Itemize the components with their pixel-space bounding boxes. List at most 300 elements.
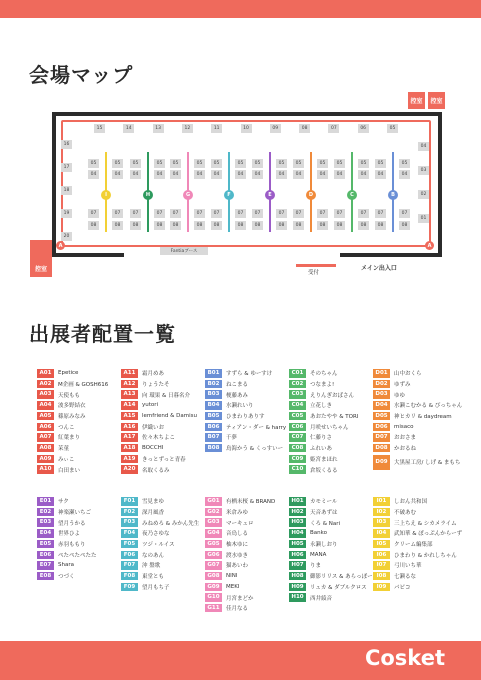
exhibitor-name: つなまよ! (310, 382, 335, 389)
exhibitor-name: 夜乃さゆな (142, 531, 170, 538)
booth-code: H01 (289, 497, 306, 506)
booth-code: A17 (121, 433, 138, 442)
exhibitor-name: 東堂とも (142, 574, 165, 581)
booth-cell: 08 (317, 221, 328, 230)
fantia-booth: Fantiaブース (160, 247, 208, 255)
exhibitor-name: 武知華 & ぽっぷんからーず (394, 531, 463, 538)
exhibitor-row (121, 496, 199, 507)
booth-code: A13 (121, 390, 138, 399)
wall-bottom-right (340, 253, 442, 257)
exhibitor-name: 神ヒカリ & daydream (394, 414, 452, 421)
exhibitor-row (289, 592, 373, 603)
exhibitor-row (37, 528, 97, 539)
booth-cell: 07 (235, 209, 246, 218)
booth-cell: 05 (130, 159, 141, 168)
exhibitor-name: 千夢 (226, 435, 238, 442)
exhibitor-name: 仁藤りさ (310, 435, 333, 442)
waiting-room: 控室 (30, 240, 52, 277)
exhibitor-name: 向 環果 & 日暮名介 (142, 392, 191, 399)
exhibitor-row (121, 421, 197, 432)
exhibitor-name: なのあん (142, 552, 165, 559)
exhibitor-row (37, 539, 97, 550)
booth-cell: 04 (334, 170, 345, 179)
exhibitor-row (37, 368, 108, 379)
row-label: D (306, 190, 316, 200)
exhibitor-row (121, 582, 199, 593)
booth-code: D08 (373, 444, 390, 453)
booth-code: B02 (205, 380, 222, 389)
booth-cell: 07 (194, 209, 205, 218)
exhibitor-row (289, 517, 373, 528)
exhibitor-row (373, 549, 462, 560)
exhibitor-name: 赤羽ももり (58, 542, 86, 549)
reception-label: 受付 (308, 270, 320, 276)
booth-cell: 07 (293, 209, 304, 218)
exhibitor-row (373, 379, 462, 390)
exhibitor-name: 大黒屋工房/ しげ & まもち (394, 460, 461, 466)
exhibitor-name: 水瀬れいり (226, 403, 254, 410)
booth-cell: 07 (88, 209, 99, 218)
exhibitor-row (289, 368, 358, 379)
booth-cell: 04 (276, 170, 287, 179)
booth-code: E08 (37, 572, 54, 581)
exhibitor-row (205, 560, 275, 571)
booth-code: H03 (289, 518, 306, 527)
exhibitor-name: くろ & Nari (310, 520, 341, 527)
exhibitor-name: 渡水ゆき (226, 552, 249, 559)
booth-code: C10 (289, 465, 306, 474)
booth-cell: 07 (130, 209, 141, 218)
booth-code: H06 (289, 551, 306, 560)
exhibitor-row (289, 560, 373, 571)
booth-code: D06 (373, 423, 390, 432)
exhibitor-row (205, 528, 275, 539)
exhibitor-row (121, 443, 197, 454)
exhibitor-row (205, 411, 286, 422)
exhibitor-name: おおさま (394, 435, 417, 442)
exhibitor-row (121, 411, 197, 422)
venue-map (0, 0, 481, 300)
booth-code: C02 (289, 380, 306, 389)
booth-cell: 08 (299, 124, 310, 133)
exhibitor-row (289, 528, 373, 539)
booth-code: F03 (121, 518, 138, 527)
booth-code: D03 (373, 390, 390, 399)
booth-cell: 04 (375, 170, 386, 179)
booth-code: A07 (37, 433, 54, 442)
booth-cell: 01 (418, 214, 429, 223)
booth-cell: 08 (130, 221, 141, 230)
exhibitor-name: 三上ちえ & シカメライム (394, 520, 457, 527)
booth-cell: 05 (276, 159, 287, 168)
exhibitor-name: ゆずみ (394, 382, 411, 389)
booth-cell: 16 (61, 140, 72, 149)
exhibitor-name: 姫宮まほれ (310, 456, 338, 463)
booth-cell: 08 (293, 221, 304, 230)
exhibitor-name: yutori (142, 402, 159, 409)
exhibitor-row (37, 496, 97, 507)
exhibitor-name: 天使もも (58, 392, 81, 399)
booth-cell: 06 (358, 124, 369, 133)
exhibitor-row (37, 421, 108, 432)
booth-code: G10 (205, 593, 222, 602)
entrance-marker: A (425, 241, 434, 250)
booth-cell: 07 (358, 209, 369, 218)
booth-cell: 12 (182, 124, 193, 133)
exhibitor-name: しおん共和国 (394, 499, 428, 506)
booth-code: D01 (373, 369, 390, 378)
exhibitor-name: クリーム編集部 (394, 542, 433, 549)
booth-code: A16 (121, 423, 138, 432)
exhibitor-name: ひまわり & かれしちゃん (394, 552, 457, 559)
booth-code: C04 (289, 401, 306, 410)
exhibitor-name: 篠原みなみ (58, 414, 86, 421)
booth-code: B01 (205, 369, 222, 378)
exhibitor-row (121, 389, 197, 400)
booth-cell: 05 (112, 159, 123, 168)
booth-cell: 05 (375, 159, 386, 168)
booth-cell: 04 (170, 170, 181, 179)
exhibitor-row (289, 421, 358, 432)
booth-code: A03 (37, 390, 54, 399)
exhibitor-row (373, 539, 462, 550)
booth-code: F08 (121, 572, 138, 581)
exhibitor-row (37, 389, 108, 400)
booth-cell: 05 (334, 159, 345, 168)
exhibitor-row (373, 507, 462, 518)
booth-code: I05 (373, 540, 390, 549)
booth-code: H07 (289, 561, 306, 570)
booth-code: C01 (289, 369, 306, 378)
exhibitor-name: ひまわりありす (226, 414, 265, 421)
booth-cell: 09 (270, 124, 281, 133)
exhibitor-name: 伊織いお (142, 424, 165, 431)
booth-cell: 04 (194, 170, 205, 179)
exhibitor-row (121, 454, 197, 465)
booth-cell: 10 (241, 124, 252, 133)
exhibitor-row (373, 560, 462, 571)
row-label: C (347, 190, 357, 200)
booth-cell: 05 (88, 159, 99, 168)
exhibitor-name: つづく (58, 574, 75, 581)
main-entrance-label: メイン出入口 (361, 265, 397, 272)
booth-code: G03 (205, 518, 222, 527)
exhibitor-row (205, 539, 275, 550)
exhibitor-name: みぃこ (58, 456, 75, 463)
booth-code: B07 (205, 433, 222, 442)
exhibitor-row (289, 400, 358, 411)
exhibitor-name: 佐々木ちよこ (142, 435, 176, 442)
booth-cell: 07 (317, 209, 328, 218)
exhibitor-row (289, 507, 373, 518)
booth-code: A05 (37, 412, 54, 421)
booth-code: H04 (289, 529, 306, 538)
booth-cell: 08 (334, 221, 345, 230)
exhibitor-row (205, 368, 286, 379)
exhibitor-name: Shara (58, 562, 74, 569)
booth-cell: 05 (154, 159, 165, 168)
exhibitor-row (37, 571, 97, 582)
exhibitor-name: 梗藤あみ (226, 392, 249, 399)
booth-cell: 04 (399, 170, 410, 179)
booth-cell: 05 (194, 159, 205, 168)
booth-cell: 07 (154, 209, 165, 218)
booth-code: C07 (289, 433, 306, 442)
exhibitor-name: 沖 盤歌 (142, 563, 161, 570)
exhibitor-row (289, 432, 358, 443)
booth-code: I03 (373, 518, 390, 527)
booth-cell: 04 (112, 170, 123, 179)
exhibitor-row (37, 443, 108, 454)
booth-cell: 17 (61, 163, 72, 172)
exhibitor-row (373, 582, 462, 593)
exhibitor-name: あおたやや & TORI (310, 414, 359, 421)
exhibitor-name: 不破あむ (394, 510, 417, 517)
exhibitor-name: そのちゃん (310, 371, 338, 378)
booth-code: F02 (121, 508, 138, 517)
booth-code: A12 (121, 380, 138, 389)
booth-cell: 05 (399, 159, 410, 168)
exhibitor-row (121, 549, 199, 560)
group-e (37, 496, 97, 582)
exhibitor-name: パピコ (394, 584, 411, 591)
brand-logo: Cosket (364, 646, 445, 670)
exhibitor-name: ティアン・ダー & harry (226, 424, 287, 431)
exhibitor-row (205, 379, 286, 390)
booth-code: A01 (37, 369, 54, 378)
exhibitor-row (121, 464, 197, 475)
row-label: G (183, 190, 193, 200)
exhibitor-name: 神楽瀬いちご (58, 510, 92, 517)
exhibitor-row (205, 517, 275, 528)
exhibitor-name: lemfriend & Damisu (142, 413, 197, 420)
booth-cell: 05 (293, 159, 304, 168)
booth-code: G04 (205, 529, 222, 538)
booth-code: D04 (373, 401, 390, 410)
exhibitor-name: Epetice (58, 370, 79, 377)
exhibitor-name: M企画 & GOSH616 (58, 382, 109, 389)
booth-code: D09 (373, 455, 390, 470)
exhibitor-row (205, 603, 275, 614)
exhibitor-row (121, 507, 199, 518)
booth-code: D07 (373, 433, 390, 442)
exhibitor-name: 世界ひよ (58, 531, 81, 538)
exhibitor-name: 西井綾音 (310, 595, 333, 602)
exhibitor-name: 米倉みゆ (226, 510, 249, 517)
booth-code: H10 (289, 593, 306, 602)
booth-cell: 04 (211, 170, 222, 179)
booth-code: H02 (289, 508, 306, 517)
booth-code: E07 (37, 561, 54, 570)
booth-code: B05 (205, 412, 222, 421)
booth-cell: 05 (211, 159, 222, 168)
exhibitor-row (373, 454, 462, 471)
map-title: 会場マップ (29, 63, 134, 87)
booth-cell: 07 (112, 209, 123, 218)
booth-cell: 08 (358, 221, 369, 230)
exhibitor-name: 山中おくら (394, 371, 422, 378)
waiting-room: 控室 (408, 92, 425, 109)
exhibitor-name: 鳥海かう & くっすいー (226, 446, 284, 453)
exhibitor-row (289, 389, 358, 400)
booth-code: C08 (289, 444, 306, 453)
booth-code: A06 (37, 423, 54, 432)
booth-cell: 02 (418, 190, 429, 199)
exhibitor-name: 紅葉まり (58, 435, 81, 442)
row-label: H (143, 190, 153, 200)
group-a2 (121, 368, 197, 475)
booth-cell: 08 (112, 221, 123, 230)
exhibitor-row (373, 571, 462, 582)
exhibitor-row (121, 571, 199, 582)
group-g (205, 496, 275, 614)
booth-cell: 13 (153, 124, 164, 133)
booth-cell: 15 (94, 124, 105, 133)
booth-code: B04 (205, 401, 222, 410)
booth-cell: 05 (317, 159, 328, 168)
booth-code: A04 (37, 401, 54, 410)
exhibitor-row (373, 443, 462, 454)
exhibitor-name: misaco (394, 423, 414, 430)
booth-cell: 04 (88, 170, 99, 179)
booth-cell: 19 (61, 209, 72, 218)
booth-code: I01 (373, 497, 390, 506)
exhibitor-name: えりんぎおばさん (310, 392, 355, 399)
exhibitor-row (289, 571, 373, 582)
wall-bottom-left (52, 253, 124, 257)
exhibitor-name: NINI (226, 573, 238, 580)
exhibitor-name: 名取くるみ (142, 467, 170, 474)
row-label: B (388, 190, 398, 200)
exhibitor-name: 有栖未桜 & BRAND (226, 499, 276, 506)
booth-cell: 05 (358, 159, 369, 168)
exhibitor-name: 倉坂くるる (310, 467, 338, 474)
exhibitor-row (289, 443, 358, 454)
booth-code: E05 (37, 540, 54, 549)
booth-code: F06 (121, 551, 138, 560)
exhibitor-name: 柚木ゆに (226, 542, 249, 549)
exhibitor-row (37, 400, 108, 411)
exhibitor-name: 猫あいわ (226, 563, 249, 570)
exhibitor-name: 御影リリス & あらっぽー (310, 574, 373, 581)
booth-cell: 08 (170, 221, 181, 230)
exhibitor-row (289, 549, 373, 560)
booth-code: E04 (37, 529, 54, 538)
booth-code: H05 (289, 540, 306, 549)
group-c (289, 368, 358, 475)
booth-cell: 07 (170, 209, 181, 218)
exhibitor-row (121, 560, 199, 571)
booth-code: C09 (289, 455, 306, 464)
booth-cell: 04 (317, 170, 328, 179)
booth-code: G11 (205, 604, 222, 613)
group-b (205, 368, 286, 454)
booth-cell: 08 (211, 221, 222, 230)
exhibitor-row (373, 432, 462, 443)
booth-code: I06 (373, 551, 390, 560)
booth-code: F05 (121, 540, 138, 549)
booth-code: G08 (205, 572, 222, 581)
booth-code: C06 (289, 423, 306, 432)
booth-code: A10 (37, 465, 54, 474)
exhibitor-name: りょうたそ (142, 382, 170, 389)
exhibitor-row (289, 582, 373, 593)
booth-cell: 08 (235, 221, 246, 230)
booth-code: A11 (121, 369, 138, 378)
group-h (289, 496, 373, 603)
exhibitor-row (37, 432, 108, 443)
booth-cell: 08 (276, 221, 287, 230)
exhibitor-row (289, 539, 373, 550)
booth-cell: 07 (211, 209, 222, 218)
exhibitor-name: ねこまる (226, 382, 249, 389)
group-d (373, 368, 462, 471)
wall-top (52, 112, 442, 116)
booth-cell: 08 (375, 221, 386, 230)
exhibitor-row (373, 517, 462, 528)
exhibitor-name: BOCCHI (142, 445, 164, 452)
booth-code: A14 (121, 401, 138, 410)
exhibitor-row (121, 379, 197, 390)
wall-right (438, 112, 442, 257)
exhibitor-row (373, 400, 462, 411)
exhibitor-name: 霜月めあ (142, 371, 165, 378)
booth-cell: 07 (328, 124, 339, 133)
exhibitor-row (205, 389, 286, 400)
booth-cell: 20 (61, 232, 72, 241)
exhibitor-row (373, 368, 462, 379)
booth-cell: 18 (61, 186, 72, 195)
exhibitor-row (121, 517, 199, 528)
exhibitor-row (289, 454, 358, 465)
exhibitor-row (373, 411, 462, 422)
booth-cell: 07 (334, 209, 345, 218)
booth-cell: 08 (88, 221, 99, 230)
booth-code: A18 (121, 444, 138, 453)
row-label: E (265, 190, 275, 200)
booth-code: F07 (121, 561, 138, 570)
booth-code: B08 (205, 444, 222, 453)
exhibitor-name: 茉菫 (58, 446, 70, 453)
exhibitor-name: ふれいあ (310, 446, 333, 453)
booth-cell: 05 (252, 159, 263, 168)
exhibitor-row (205, 432, 286, 443)
exhibitor-row (205, 571, 275, 582)
booth-code: I04 (373, 529, 390, 538)
exhibitor-row (205, 421, 286, 432)
booth-code: I07 (373, 561, 390, 570)
booth-code: G07 (205, 561, 222, 570)
exhibitor-row (205, 496, 275, 507)
booth-cell: 04 (154, 170, 165, 179)
booth-cell: 04 (252, 170, 263, 179)
exhibitor-name: みねめろ & みかん先生 (142, 520, 200, 527)
booth-code: F04 (121, 529, 138, 538)
exhibitor-name: きっとずっと青春 (142, 456, 186, 463)
booth-cell: 08 (194, 221, 205, 230)
booth-code: E01 (37, 497, 54, 506)
booth-code: A20 (121, 465, 138, 474)
exhibitor-name: 月宮まどか (226, 595, 254, 602)
booth-code: A08 (37, 444, 54, 453)
exhibitor-row (289, 379, 358, 390)
booth-code: E02 (37, 508, 54, 517)
booth-code: C05 (289, 412, 306, 421)
exhibitor-name: りま (310, 563, 322, 570)
booth-code: A09 (37, 455, 54, 464)
wall-left (52, 112, 56, 257)
booth-cell: 07 (276, 209, 287, 218)
